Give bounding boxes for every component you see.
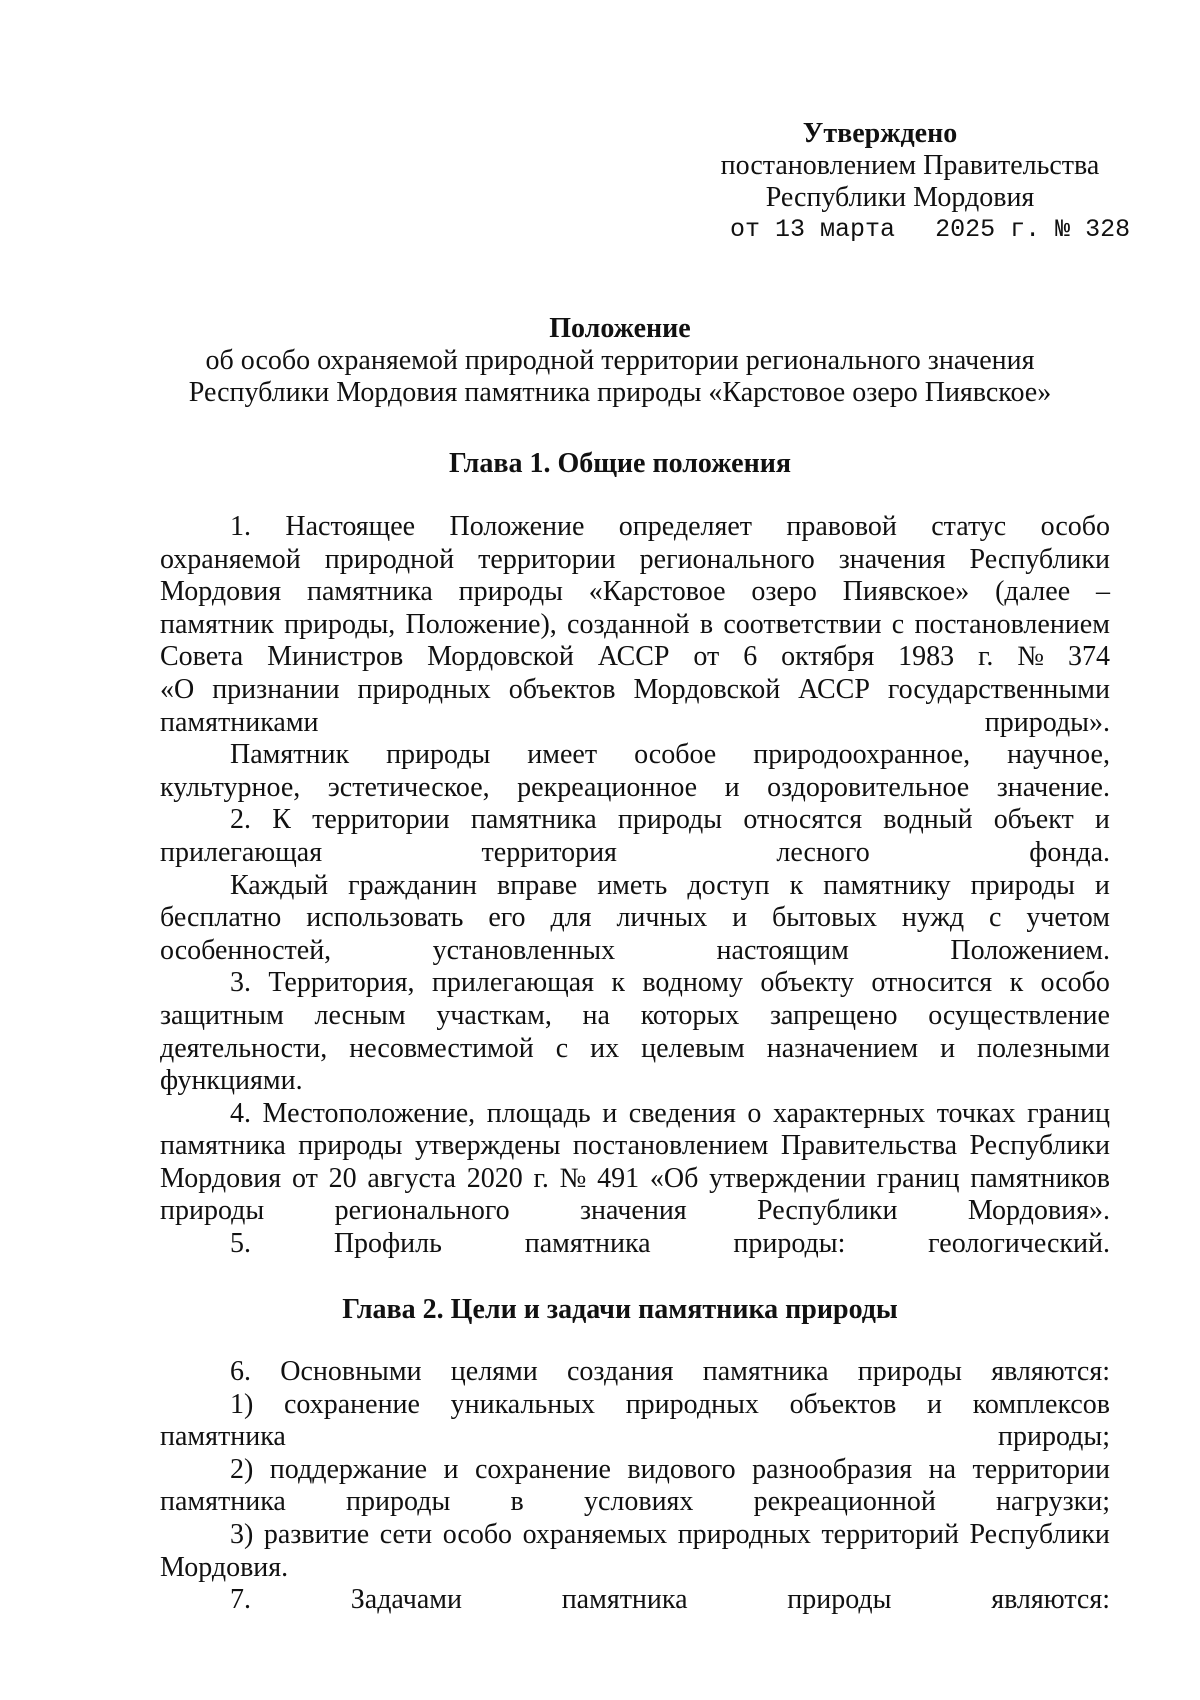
approval-date-prefix: от <box>730 215 761 244</box>
paragraph-line: 1) сохранение уникальных природных объектов и комплексов <box>230 1388 1110 1420</box>
paragraph-line: особенностей, установленных настоящим Положением. <box>160 934 1110 966</box>
paragraph-line: памятника природы утверждены постановлением Правительства Республики <box>160 1130 1110 1162</box>
paragraph-line: 3) развитие сети особо охраняемых природных территорий Республики <box>230 1518 1110 1550</box>
paragraph-line: 4. Местоположение, площадь и сведения о характерных точках границ <box>230 1097 1110 1129</box>
paragraph-line: 3. Территория, прилегающая к водному объекту относится к особо <box>230 967 1110 999</box>
approval-date-day-month: 13 марта <box>775 215 896 244</box>
paragraph-line: памятниками природы». <box>160 706 1110 738</box>
approval-line-2: Республики Мордовия <box>765 182 1035 213</box>
paragraph-line: памятник природы, Положение), созданной в соответствии с постановлением <box>160 608 1110 640</box>
approval-date-year: 2025 г. <box>935 215 1041 244</box>
paragraph-line: 1. Настоящее Положение определяет правовой статус особо <box>230 511 1110 542</box>
paragraph-line: Мордовия памятника природы «Карстовое озеро Пиявское» (далее – <box>160 576 1110 608</box>
paragraph-line: 2) поддержание и сохранение видового разнообразия на территории <box>230 1453 1110 1485</box>
paragraph-line: «О признании природных объектов Мордовской АССР государственными <box>160 673 1110 705</box>
paragraph-line: функциями. <box>160 1065 303 1097</box>
paragraph-line: Совета Министров Мордовской АССР от 6 октября 1983 г. № 374 <box>160 641 1110 673</box>
approval-date-line <box>690 214 1130 246</box>
paragraph-line: 5. Профиль памятника природы: геологический. <box>230 1228 1110 1260</box>
paragraph-line: природы регионального значения Республики Мордовия». <box>160 1195 1110 1227</box>
document-subtitle-line-2: Республики Мордовия памятника природы «Карстовое озеро Пиявское» <box>188 377 1052 408</box>
paragraph-line: 6. Основными целями создания памятника природы являются: <box>230 1356 1110 1387</box>
approval-number-sign: № <box>1055 215 1071 244</box>
chapter-1-heading: Глава 1. Общие положения <box>448 448 791 479</box>
paragraph-line: деятельности, несовместимой с их целевым назначением и полезными <box>160 1032 1110 1064</box>
paragraph-line: 7. Задачами памятника природы являются: <box>230 1584 1110 1616</box>
paragraph-line: Мордовия. <box>160 1551 289 1583</box>
approval-block <box>690 118 1130 246</box>
paragraph-line: Каждый гражданин вправе иметь доступ к памятнику природы и <box>230 869 1110 901</box>
approval-number: 328 <box>1085 215 1131 244</box>
document-subtitle-line-1: об особо охраняемой природной территории регионального значения <box>205 345 1035 376</box>
paragraph-line: бесплатно использовать его для личных и бытовых нужд с учетом <box>160 902 1110 934</box>
paragraph-line: 2. К территории памятника природы относятся водный объект и <box>230 804 1110 836</box>
paragraph-line: защитным лесным участкам, на которых запрещено осуществление <box>160 999 1110 1031</box>
paragraph-line: памятника природы; <box>160 1421 1110 1453</box>
chapter-1-body <box>160 511 1110 1261</box>
paragraph-line: прилегающая территория лесного фонда. <box>160 836 1110 868</box>
paragraph-line: культурное, эстетическое, рекреационное и оздоровительное значение. <box>160 771 1110 803</box>
chapter-2-body <box>160 1356 1110 1617</box>
paragraph-line: Мордовия от 20 августа 2020 г. № 491 «Об утверждении границ памятников <box>160 1162 1110 1194</box>
approval-line-1: постановлением Правительства <box>720 150 1100 181</box>
approval-heading: Утверждено <box>802 118 958 149</box>
document-title: Положение <box>549 313 691 344</box>
paragraph-line: охраняемой природной территории регионального значения Республики <box>160 543 1110 575</box>
paragraph-line: памятника природы в условиях рекреационной нагрузки; <box>160 1486 1110 1518</box>
paragraph-line: Памятник природы имеет особое природоохранное, научное, <box>230 739 1110 771</box>
chapter-2-heading: Глава 2. Цели и задачи памятника природы <box>342 1294 898 1325</box>
document-title-block <box>140 313 1100 409</box>
